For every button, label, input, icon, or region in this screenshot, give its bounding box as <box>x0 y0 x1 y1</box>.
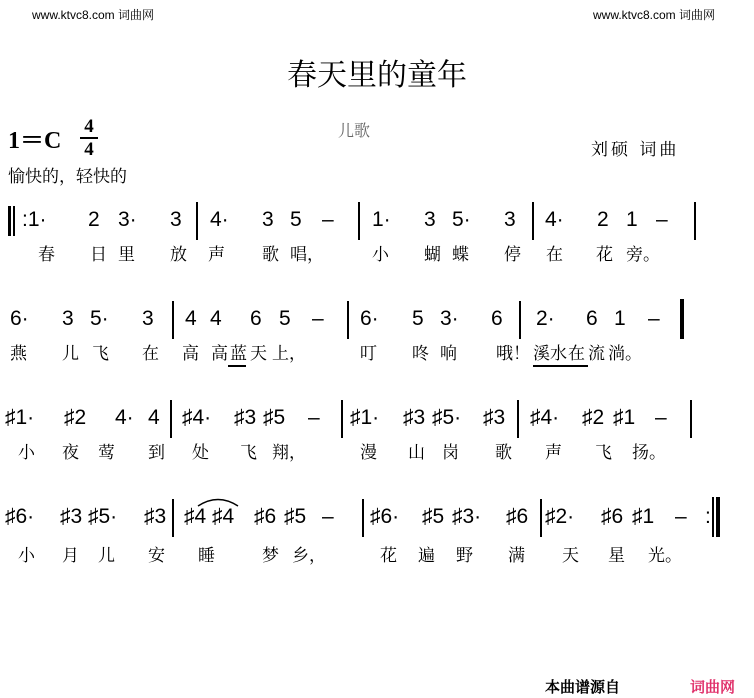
line1-lyric: 蝶 <box>452 245 469 265</box>
line4-note: ♯4 <box>212 505 235 528</box>
line3-lyric: 到 <box>148 443 165 463</box>
line3-lyric: 扬。 <box>632 443 666 463</box>
line3-lyric: 漫 <box>360 443 377 463</box>
line4-lyric: 天 <box>562 546 579 566</box>
line1-lyric: 春 <box>38 245 55 265</box>
line2-lyric: 淌。 <box>608 344 642 364</box>
line3-lyric: 翔， <box>272 443 306 463</box>
line1-lyric: 唱， <box>290 245 324 265</box>
line2-note: 4 <box>210 307 222 330</box>
footer-source: 本曲谱源自 <box>545 678 621 696</box>
line4-lyric: 光。 <box>648 546 682 566</box>
line4-note: ♯6· <box>5 505 35 528</box>
line1-lyric: 在 <box>546 245 563 265</box>
line2-note: 5 <box>412 307 424 330</box>
line1-lyric: 蝴 <box>424 245 441 265</box>
line2-lyric: 天 <box>250 344 267 364</box>
line4-end-barline <box>716 497 720 537</box>
line1-lyric: 声 <box>208 245 225 265</box>
line4-barline <box>362 499 364 537</box>
line4-lyric: 满 <box>508 546 525 566</box>
line1-lyric: 歌 <box>262 245 279 265</box>
line4-note: : <box>705 505 711 528</box>
line4-note: ♯6 <box>601 505 624 528</box>
line2-note: 6· <box>10 307 29 330</box>
tempo-marking: 愉快的，轻快的 <box>8 167 127 187</box>
line4-lyric: 遍 <box>418 546 435 566</box>
line2-lyric: 上， <box>272 344 306 364</box>
line2-barline <box>347 301 349 339</box>
line1-note: 1· <box>372 208 391 231</box>
line3-note: ♯3 <box>483 406 506 429</box>
line3-note: ♯1· <box>5 406 35 429</box>
line2-note: 3· <box>440 307 459 330</box>
line2-lyric: 溪 <box>533 344 550 364</box>
line2-lyric: 高 <box>182 344 199 364</box>
line1-note: 2 <box>88 208 100 231</box>
line3-note: ♯1· <box>350 406 380 429</box>
line2-note: 6 <box>491 307 503 330</box>
key-signature: 1＝C <box>8 128 62 154</box>
watermark-left: www.ktvc8.com 词曲网 <box>32 8 155 22</box>
line3-note: ♯3 <box>234 406 257 429</box>
line4-barline <box>172 499 174 537</box>
line3-note: ♯4· <box>530 406 560 429</box>
line1-note: 3 <box>170 208 182 231</box>
line2-lyric: 飞 <box>92 344 109 364</box>
line2-lyric-underline <box>228 365 246 367</box>
line2-note: 3 <box>142 307 154 330</box>
line3-note: ♯3 <box>403 406 426 429</box>
line3-lyric: 处 <box>192 443 209 463</box>
line4-note: ♯5 <box>422 505 445 528</box>
line1-note: 3 <box>424 208 436 231</box>
repeat-start-thick-bar <box>8 206 11 236</box>
line3-lyric: 歌 <box>495 443 512 463</box>
line1-lyric: 花 <box>596 245 613 265</box>
line3-lyric: 山 <box>408 443 425 463</box>
line1-note: 3 <box>262 208 274 231</box>
line4-lyric: 野 <box>456 546 473 566</box>
line4-lyric: 安 <box>148 546 165 566</box>
line3-note: ♯5 <box>263 406 286 429</box>
line2-barline <box>172 301 174 339</box>
line1-note: 4· <box>545 208 564 231</box>
tie-slur <box>196 495 240 507</box>
time-signature <box>80 117 98 159</box>
line1-lyric: 里 <box>118 245 135 265</box>
line2-note: 6 <box>250 307 262 330</box>
line2-lyric: 哦！ <box>496 344 530 364</box>
line4-end-barline <box>712 497 714 537</box>
line3-lyric: 莺 <box>98 443 115 463</box>
line3-note: ♯2 <box>582 406 605 429</box>
line2-note: 1 <box>614 307 626 330</box>
line2-lyric-underline <box>533 365 588 367</box>
line1-barline <box>196 202 198 240</box>
line3-lyric: 声 <box>545 443 562 463</box>
line2-note: 5 <box>279 307 291 330</box>
time-signature-bottom: 4 <box>84 139 94 160</box>
line1-note: – <box>322 208 334 231</box>
line4-lyric: 小 <box>18 546 35 566</box>
line4-note: – <box>322 505 334 528</box>
line4-note: ♯4 <box>184 505 207 528</box>
line2-lyric: 儿 <box>62 344 79 364</box>
line1-lyric: 放 <box>170 245 187 265</box>
line1-note: :1· <box>22 208 47 231</box>
line4-lyric: 月 <box>62 546 79 566</box>
line2-note: 6 <box>586 307 598 330</box>
line1-barline <box>694 202 696 240</box>
watermark-right: www.ktvc8.com 词曲网 <box>593 8 716 22</box>
line3-lyric: 飞 <box>240 443 257 463</box>
line3-note: 4· <box>115 406 134 429</box>
footer-logo: 词曲网 <box>690 678 736 696</box>
line3-barline <box>170 400 172 438</box>
line2-lyric: 水 <box>550 344 567 364</box>
line1-barline <box>358 202 360 240</box>
line2-lyric: 在 <box>142 344 159 364</box>
line1-lyric: 小 <box>372 245 389 265</box>
line1-note: 3· <box>118 208 137 231</box>
line2-note: – <box>648 307 660 330</box>
line4-note: ♯1 <box>632 505 655 528</box>
line2-lyric: 蓝 <box>230 344 247 364</box>
line4-note: – <box>675 505 687 528</box>
line3-note: ♯4· <box>182 406 212 429</box>
line1-lyric: 旁。 <box>626 245 660 265</box>
line2-note: 4 <box>185 307 197 330</box>
line4-note: ♯3 <box>144 505 167 528</box>
line3-lyric: 飞 <box>595 443 612 463</box>
line4-lyric: 梦 <box>262 546 279 566</box>
line4-lyric: 乡， <box>292 546 326 566</box>
line3-note: ♯1 <box>613 406 636 429</box>
line4-lyric: 儿 <box>98 546 115 566</box>
line2-lyric: 在 <box>568 344 585 364</box>
line2-lyric: 燕 <box>10 344 27 364</box>
line2-lyric: 流 <box>588 344 605 364</box>
line1-note: 2 <box>597 208 609 231</box>
line4-note: ♯3 <box>60 505 83 528</box>
line4-note: ♯6 <box>506 505 529 528</box>
line3-note: 4 <box>148 406 160 429</box>
line4-note: ♯5 <box>284 505 307 528</box>
line4-lyric: 花 <box>380 546 397 566</box>
song-title: 春天里的童年 <box>287 58 467 93</box>
line1-lyric: 停 <box>504 245 521 265</box>
line2-note: 6· <box>360 307 379 330</box>
line3-note: – <box>655 406 667 429</box>
line3-lyric: 夜 <box>62 443 79 463</box>
line1-lyric: 日 <box>90 245 107 265</box>
line2-lyric: 叮 <box>360 344 377 364</box>
author-credit: 刘硕 词曲 <box>591 140 680 160</box>
genre-label: 儿歌 <box>338 121 371 140</box>
line3-barline <box>341 400 343 438</box>
line1-barline <box>532 202 534 240</box>
line1-note: 3 <box>504 208 516 231</box>
line4-lyric: 睡 <box>198 546 215 566</box>
line2-note: 3 <box>62 307 74 330</box>
line2-note: – <box>312 307 324 330</box>
line3-note: ♯5· <box>432 406 462 429</box>
line2-end-barline <box>680 299 684 339</box>
line2-note: 5· <box>90 307 109 330</box>
line1-note: 1 <box>626 208 638 231</box>
line1-note: – <box>656 208 668 231</box>
line2-note: 2· <box>536 307 555 330</box>
line4-note: ♯6· <box>370 505 400 528</box>
line4-note: ♯5· <box>88 505 118 528</box>
line3-note: – <box>308 406 320 429</box>
line3-barline <box>690 400 692 438</box>
line1-note: 5 <box>290 208 302 231</box>
repeat-start-thin-bar <box>13 206 15 236</box>
line4-note: ♯2· <box>545 505 575 528</box>
time-signature-top: 4 <box>84 116 94 137</box>
line1-note: 5· <box>452 208 471 231</box>
line3-lyric: 岗 <box>442 443 459 463</box>
line1-note: 4· <box>210 208 229 231</box>
line2-lyric: 高 <box>211 344 228 364</box>
line4-note: ♯6 <box>254 505 277 528</box>
line3-note: ♯2 <box>64 406 87 429</box>
line3-barline <box>517 400 519 438</box>
line4-lyric: 星 <box>608 546 625 566</box>
line4-note: ♯3· <box>452 505 482 528</box>
line2-lyric: 咚 <box>412 344 429 364</box>
line2-lyric: 响 <box>440 344 457 364</box>
line2-barline <box>519 301 521 339</box>
line4-barline <box>540 499 542 537</box>
line3-lyric: 小 <box>18 443 35 463</box>
